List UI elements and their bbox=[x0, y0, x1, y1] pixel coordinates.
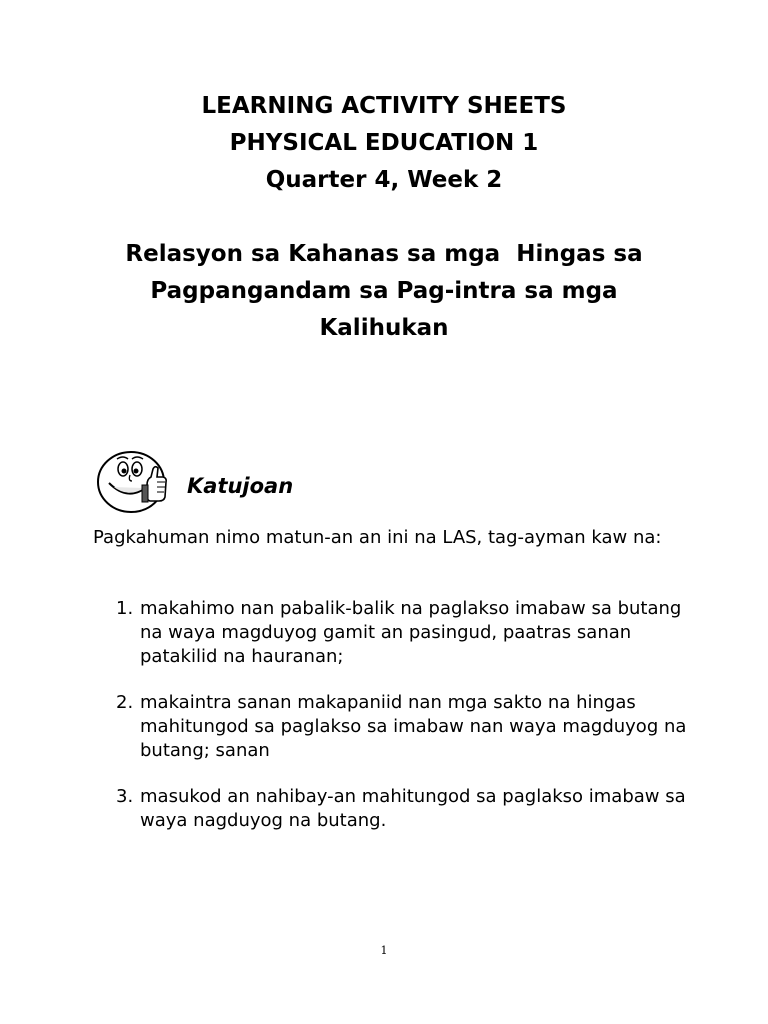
list-item-number: 1. bbox=[116, 598, 134, 619]
lesson-title-line-2: Pagpangandam sa Pag-intra sa mga bbox=[150, 278, 618, 304]
list-item bbox=[93, 785, 693, 833]
objectives-heading: Katujoan bbox=[187, 474, 294, 498]
lesson-title-line-3: Kalihukan bbox=[319, 315, 449, 341]
list-item-text: masukod an nahibay-an mahitungod sa paglakso imabaw sa waya nagduyog na butang. bbox=[140, 786, 686, 831]
lesson-title-line-1: Relasyon sa Kahanas sa mga Hingas sa bbox=[125, 241, 643, 267]
list-item bbox=[93, 597, 693, 669]
objectives-list bbox=[93, 597, 693, 855]
list-item bbox=[93, 691, 693, 763]
list-item-text: makaintra sanan makapaniid nan mga sakto na hingas mahitungod sa paglakso sa imabaw nan waya magduyog na butang; sanan bbox=[140, 692, 687, 761]
list-item-number: 2. bbox=[116, 692, 134, 713]
objectives-intro: Pagkahuman nimo matun-an an ini na LAS, tag-ayman kaw na: bbox=[93, 527, 662, 548]
list-item-text: makahimo nan pabalik-balik na paglakso imabaw sa butang na waya magduyog gamit an pasingud, paatras sanan patakilid na hauranan; bbox=[140, 598, 682, 667]
header-line-learning-activity-sheets: LEARNING ACTIVITY SHEETS bbox=[201, 93, 567, 119]
header-line-quarter-week: Quarter 4, Week 2 bbox=[265, 167, 503, 193]
document-header bbox=[0, 88, 768, 199]
list-item-number: 3. bbox=[116, 786, 134, 807]
smiley-thumbs-up-icon bbox=[95, 449, 171, 515]
header-line-subject: PHYSICAL EDUCATION 1 bbox=[229, 130, 539, 156]
page-number: 1 bbox=[380, 944, 388, 957]
lesson-title bbox=[84, 236, 684, 347]
